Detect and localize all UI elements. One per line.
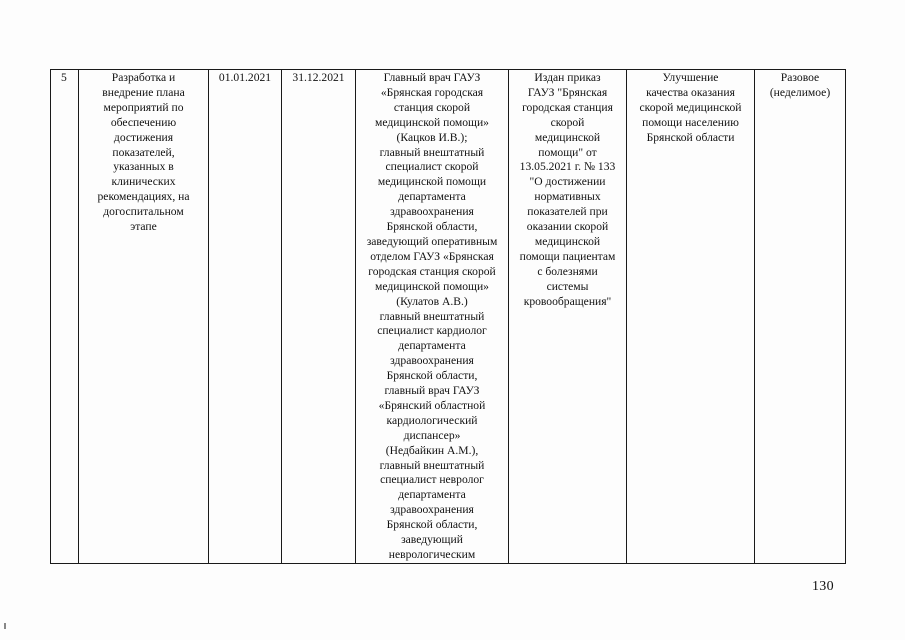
start-date-cell: 01.01.2021	[209, 70, 282, 564]
table-row	[51, 70, 846, 564]
end-date-cell: 31.12.2021	[282, 70, 356, 564]
row-number-cell: 5	[51, 70, 79, 564]
activity-cell: Разработка и внедрение плана мероприятий по обеспечению достижения показателей, указанных в клинических рекомендациях, на догоспитальном этапе	[79, 70, 209, 564]
effect-cell: Улучшение качества оказания скорой медицинской помощи населению Брянской области	[627, 70, 755, 564]
plan-table	[50, 69, 846, 564]
type-cell: Разовое (неделимое)	[755, 70, 846, 564]
scan-margin-mark	[4, 623, 6, 629]
page-number: 130	[812, 579, 834, 594]
responsible-cell: Главный врач ГАУЗ «Брянская городская станция скорой медицинской помощи» (Кацков И.В.); главный внештатный специалист скорой медицинской помощи департамента здравоохранения Брянской области, заведующий оперативным отделом ГАУЗ «Брянская городская станция скорой медицинской помощи» (Кулатов А.В.) главный внештатный специалист кардиолог департамента здравоохранения Брянской области, главный врач ГАУЗ «Брянский областной кардиологический диспансер» (Недбайкин А.М.), главный внештатный специалист невролог департамента здравоохранения Брянской области, заведующий неврологическим	[356, 70, 509, 564]
result-cell: Издан приказ ГАУЗ "Брянская городская станция скорой медицинской помощи" от 13.05.2021 г. № 133 "О достижении нормативных показателей при оказании скорой медицинской помощи пациентам с болезнями системы кровообращения"	[509, 70, 627, 564]
